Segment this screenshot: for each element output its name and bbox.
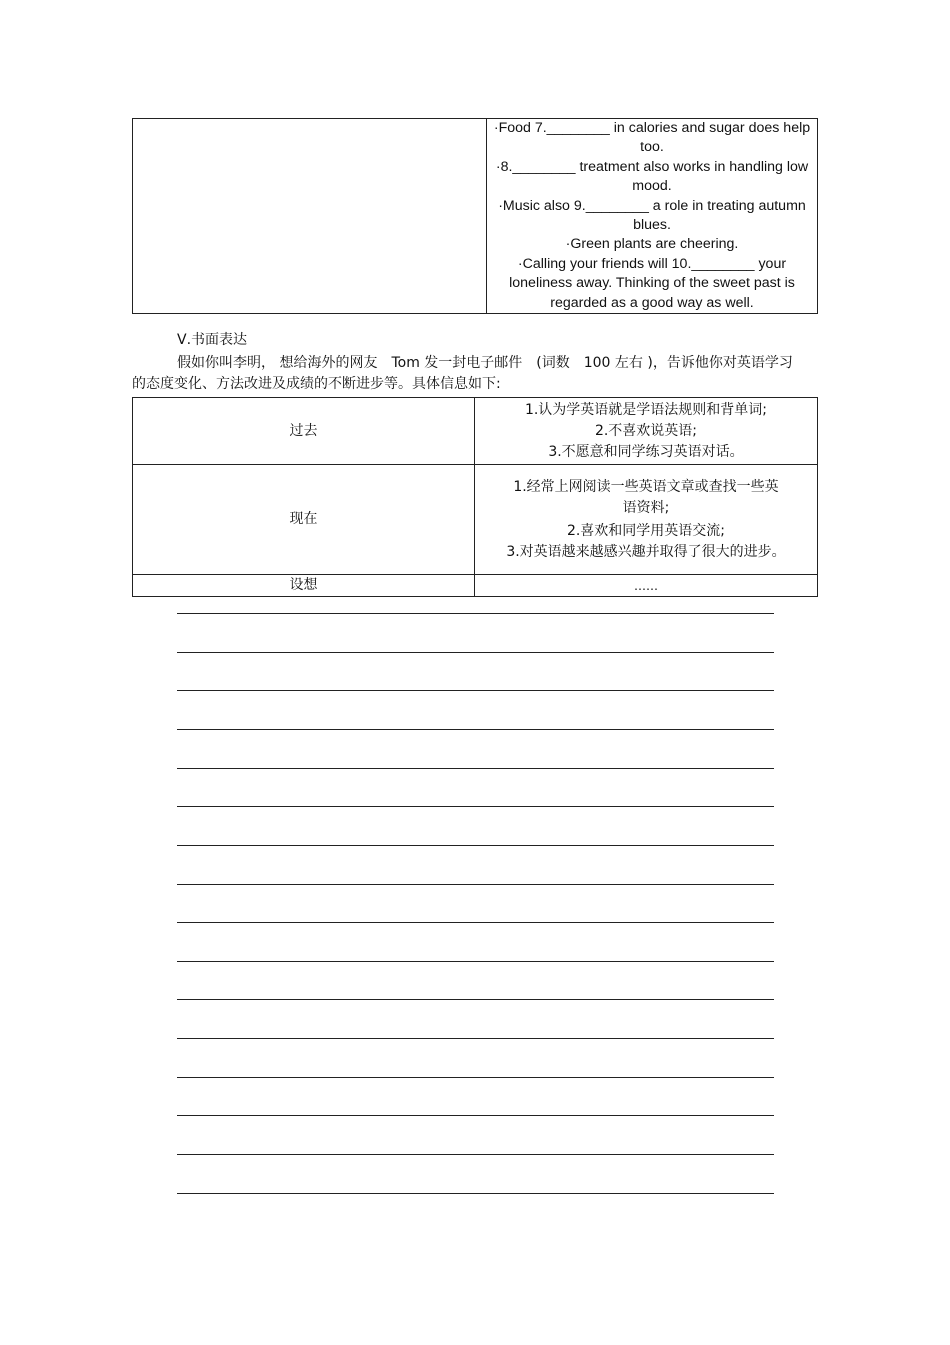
writing-line [177, 768, 774, 769]
top-table [132, 118, 818, 314]
list-item: 1.经常上网阅读一些英语文章或查找一些英语资料; [513, 478, 779, 516]
writing-line [177, 961, 774, 962]
answer-cell [487, 119, 818, 314]
empty-cell [133, 119, 487, 314]
writing-line [177, 1115, 774, 1116]
writing-prompt: 假如你叫李明， 想给海外的网友 Tom 发一封电子邮件 (词数 100 左右 )，告诉他你对英语学习的态度变化、方法改进及成绩的不断进步等。具体信息如下: [132, 355, 793, 392]
list-item: …… [634, 578, 658, 593]
writing-line [177, 806, 774, 807]
list-item: ·Calling your friends will 10.________ your loneliness away. Thinking of the sweet past is regarded as a good way as well. [509, 255, 795, 311]
writing-line [177, 1038, 774, 1039]
row-content [475, 465, 818, 575]
list-item: ·Food 7.________ in calories and sugar does help too. [493, 120, 811, 156]
info-table [132, 397, 818, 597]
row-label: 过去 [133, 398, 475, 465]
row-content [475, 398, 818, 465]
writing-line [177, 922, 774, 923]
writing-line [177, 729, 774, 730]
list-item: ·Music also 9.________ a role in treating autumn blues. [498, 197, 806, 234]
writing-line [177, 1077, 774, 1078]
table-row [133, 398, 818, 465]
list-item: ·Green plants are cheering. [565, 236, 739, 253]
list-item: 3.不愿意和同学练习英语对话。 [548, 443, 744, 460]
section-heading: Ⅴ.书面表达 [177, 332, 248, 348]
list-item: ·8.________ treatment also works in handling low mood. [495, 158, 809, 195]
writing-line [177, 613, 774, 614]
list-item: 2.喜欢和同学用英语交流; [566, 522, 726, 539]
row-label: 设想 [133, 575, 475, 597]
table-row [133, 465, 818, 575]
writing-line [177, 999, 774, 1000]
list-item: 3.对英语越来越感兴趣并取得了很大的进步。 [506, 543, 786, 560]
row-content [475, 575, 818, 597]
list-item: 1.认为学英语就是学语法规则和背单词; [524, 401, 768, 418]
row-label: 现在 [133, 465, 475, 575]
writing-line [177, 690, 774, 691]
list-item: 2.不喜欢说英语; [594, 422, 698, 439]
writing-line [177, 652, 774, 653]
writing-line [177, 1154, 774, 1155]
table-row [133, 575, 818, 597]
writing-line [177, 1193, 774, 1194]
writing-line [177, 884, 774, 885]
writing-line [177, 845, 774, 846]
table-row [133, 119, 818, 314]
